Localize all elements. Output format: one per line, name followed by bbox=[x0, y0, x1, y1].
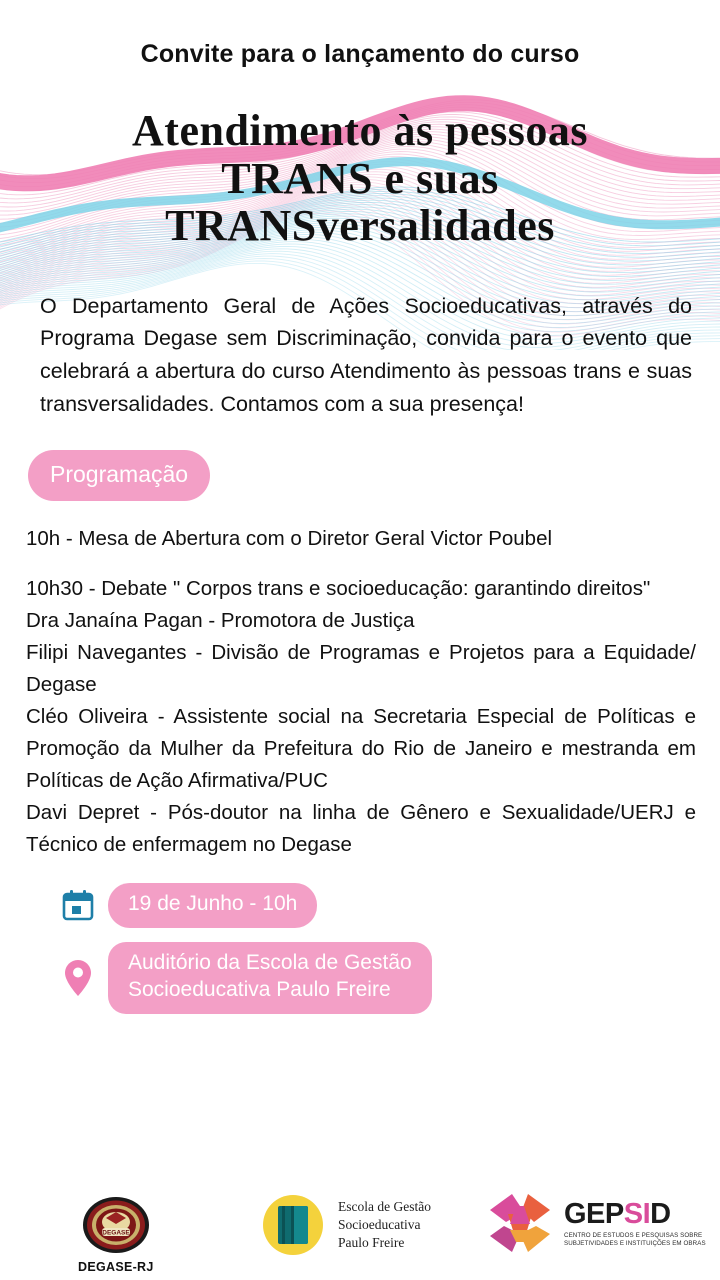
logo-degase bbox=[78, 1194, 154, 1274]
schedule-list bbox=[26, 523, 696, 861]
gepsid-part-1: GEP bbox=[564, 1197, 624, 1230]
gepsid-part-3: D bbox=[650, 1197, 671, 1230]
title-line-1: Atendimento às pessoas bbox=[132, 106, 588, 155]
calendar-icon bbox=[56, 888, 100, 922]
escola-line-2: Socioeducativa bbox=[338, 1217, 421, 1233]
page-title bbox=[0, 107, 720, 250]
escola-gestao-text bbox=[338, 1198, 431, 1251]
schedule-line: Filipi Navegantes - Divisão de Programas e Projetos para a Equidade/ Degase bbox=[26, 641, 696, 697]
event-date-pill: 19 de Junho - 10h bbox=[108, 883, 317, 928]
book-icon bbox=[258, 1192, 328, 1258]
gepsid-subtitle: CENTRO DE ESTUDOS E PESQUISAS SOBRE SUBJETIVIDADES E INSTITUIÇÕES EM OBRAS bbox=[564, 1231, 706, 1247]
event-date-row bbox=[56, 883, 720, 928]
programacao-badge: Programação bbox=[28, 450, 210, 501]
event-place-row bbox=[56, 942, 720, 1014]
schedule-line: Dra Janaína Pagan - Promotora de Justiça bbox=[26, 609, 415, 633]
escola-line-3: Paulo Freire bbox=[338, 1234, 405, 1250]
degase-label: DEGASE-RJ bbox=[78, 1260, 154, 1274]
logo-gepsid bbox=[484, 1190, 714, 1258]
svg-text:DEGASE: DEGASE bbox=[102, 1229, 130, 1237]
title-line-3: TRANSversalidades bbox=[165, 201, 555, 251]
schedule-line: 10h30 - Debate " Corpos trans e socioeducação: garantindo direitos" bbox=[26, 577, 651, 601]
gepsid-part-2: SI bbox=[623, 1197, 651, 1230]
footer-logos bbox=[0, 1170, 720, 1280]
event-place-pill bbox=[108, 942, 432, 1014]
degase-seal-icon bbox=[79, 1194, 153, 1258]
gepsid-mark-icon bbox=[484, 1190, 556, 1258]
event-place-line-1: Auditório da Escola de Gestão bbox=[128, 950, 412, 974]
invite-heading: Convite para o lançamento do curso bbox=[140, 40, 580, 68]
event-place-line-2: Socioeducativa Paulo Freire bbox=[128, 977, 391, 1001]
escola-line-1: Escola de Gestão bbox=[338, 1199, 431, 1215]
schedule-line: 10h - Mesa de Abertura com o Diretor Geral Victor Poubel bbox=[26, 527, 553, 551]
schedule-block-2 bbox=[26, 573, 696, 861]
schedule-block-1 bbox=[26, 523, 696, 555]
gepsid-wordmark bbox=[564, 1197, 714, 1230]
map-pin-icon bbox=[56, 958, 100, 998]
intro-paragraph: O Departamento Geral de Ações Socioeducativas, através do Programa Degase sem Discriminação, convida para o evento que celebrará a abertura do curso Atendimento às pessoas trans e suas transversalidades. Contamos com a sua presença! bbox=[40, 293, 692, 416]
schedule-line: Cléo Oliveira - Assistente social na Secretaria Especial de Políticas e Promoção da Mulher da Prefeitura do Rio de Janeiro e mestranda em Políticas de Ação Afirmativa/PUC bbox=[26, 705, 696, 793]
title-line-2: TRANS e suas bbox=[221, 153, 499, 203]
gepsid-text bbox=[564, 1197, 714, 1249]
schedule-line: Davi Depret - Pós-doutor na linha de Gênero e Sexualidade/UERJ e Técnico de enfermagem no Degase bbox=[26, 800, 696, 856]
logo-escola-gestao bbox=[258, 1192, 431, 1258]
